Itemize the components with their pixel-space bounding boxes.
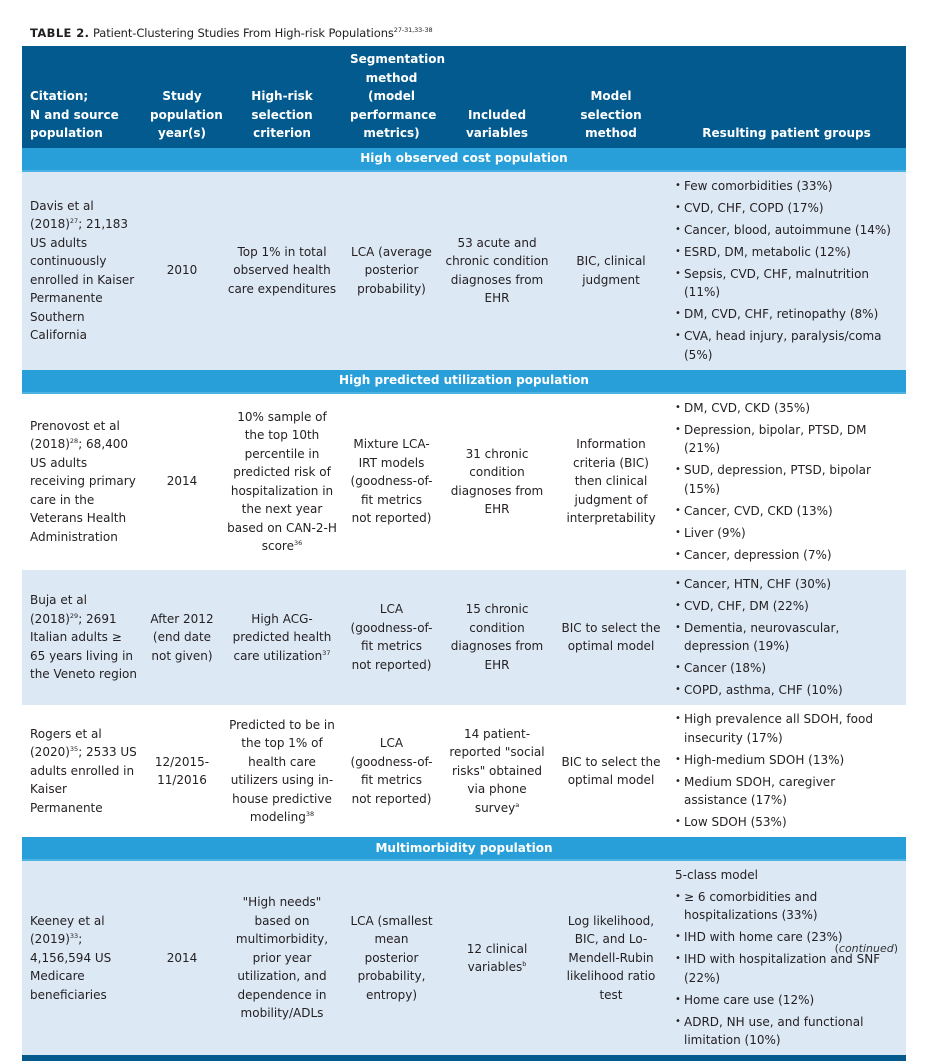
patient-group-item (675, 524, 900, 543)
study-years: 2014 (167, 951, 198, 965)
section-title: High observed cost population (22, 148, 906, 171)
section-title: Multimorbidity population (22, 837, 906, 860)
bullet-icon: • (675, 461, 681, 480)
patient-group-text: High prevalence all SDOH, food insecurity (17%) (684, 712, 873, 745)
patient-group-item (675, 305, 900, 324)
citation-author: Prenovost et al (2018) (30, 419, 120, 452)
bullet-icon: • (675, 888, 681, 907)
patient-group-text: Cancer, depression (7%) (684, 548, 832, 562)
patient-group-item (675, 888, 900, 925)
table-header-row (22, 46, 906, 148)
selection-criterion-cell (220, 570, 344, 706)
included-variables-cell (439, 171, 555, 370)
bullet-icon: • (675, 1013, 681, 1032)
model-selection-method: BIC to select the optimal model (562, 755, 661, 788)
citation-ref: 33 (70, 932, 78, 940)
patient-group-item (675, 243, 900, 262)
header-citation-line3: population (30, 124, 138, 143)
citation-cell (22, 171, 144, 370)
bullet-icon: • (675, 681, 681, 700)
citation-population: ; 4,156,594 US Medicare beneficiaries (30, 932, 111, 1002)
table-bottom-rule-cell (22, 1055, 906, 1061)
variables-ref: a (515, 801, 519, 809)
table-row (22, 393, 906, 570)
model-selection-cell (555, 570, 667, 706)
bullet-icon: • (675, 399, 681, 418)
citation-population: ; 21,183 US adults continuously enrolled in Kaiser Permanente Southern California (30, 217, 134, 342)
patient-group-item (675, 710, 900, 747)
section-header-row (22, 148, 906, 171)
model-selection-method: Information criteria (BIC) then clinical judgment of interpretability (566, 437, 655, 525)
bullet-icon: • (675, 546, 681, 565)
patient-group-list (675, 575, 900, 700)
patient-group-item (675, 1013, 900, 1050)
patient-group-text: SUD, depression, PTSD, bipolar (15%) (684, 463, 871, 496)
citation-cell (22, 860, 144, 1055)
study-years-cell (144, 171, 220, 370)
citation-population: ; 2533 US adults enrolled in Kaiser Permanente (30, 745, 137, 815)
bullet-icon: • (675, 502, 681, 521)
patient-group-text: ≥ 6 comorbidities and hospitalizations (33%) (684, 890, 818, 923)
bullet-icon: • (675, 199, 681, 218)
patient-group-item (675, 546, 900, 565)
patient-group-item (675, 659, 900, 678)
patient-group-item (675, 421, 900, 458)
bullet-icon: • (675, 243, 681, 262)
segmentation-method: LCA (goodness-of-fit metrics not reported) (351, 736, 433, 806)
bullet-icon: • (675, 991, 681, 1010)
citation-cell (22, 393, 144, 570)
continued-note: (continued) (835, 942, 898, 955)
bullet-icon: • (675, 524, 681, 543)
patient-group-item (675, 502, 900, 521)
bullet-icon: • (675, 813, 681, 832)
patient-group-text: CVD, CHF, DM (22%) (684, 599, 809, 613)
bullet-icon: • (675, 327, 681, 346)
bullet-icon: • (675, 773, 681, 792)
patient-group-text: Few comorbidities (33%) (684, 179, 833, 193)
patient-group-text: DM, CVD, CHF, retinopathy (8%) (684, 307, 878, 321)
header-citation-line2: N and source (30, 106, 138, 125)
patient-group-item (675, 265, 900, 302)
patient-group-text: Depression, bipolar, PTSD, DM (21%) (684, 423, 867, 456)
segmentation-method-cell (344, 860, 439, 1055)
patient-groups-cell (667, 570, 906, 706)
included-variables: 12 clinical variables (467, 942, 528, 975)
patient-group-item (675, 773, 900, 810)
patient-group-text: DM, CVD, CKD (35%) (684, 401, 810, 415)
criterion-ref: 36 (294, 539, 302, 547)
patient-group-text: Dementia, neurovascular, depression (19%) (684, 621, 839, 654)
selection-criterion-cell (220, 171, 344, 370)
study-years-cell (144, 705, 220, 837)
model-selection-method: BIC, clinical judgment (576, 254, 645, 287)
patient-group-text: ADRD, NH use, and functional limitation (10%) (684, 1015, 863, 1048)
header-selection-criterion: High-risk selection criterion (220, 46, 344, 148)
patient-group-item (675, 221, 900, 240)
segmentation-method-cell (344, 393, 439, 570)
header-citation-line1: Citation; (30, 87, 138, 106)
included-variables: 53 acute and chronic condition diagnoses from EHR (445, 236, 548, 306)
header-citation (22, 46, 144, 148)
groups-intro: 5-class model (675, 866, 900, 885)
patient-group-item (675, 575, 900, 594)
bullet-icon: • (675, 421, 681, 440)
bullet-icon: • (675, 305, 681, 324)
bullet-icon: • (675, 221, 681, 240)
citation-ref: 29 (70, 612, 78, 620)
patient-group-item (675, 199, 900, 218)
table-row (22, 171, 906, 370)
model-selection-method: Log likelihood, BIC, and Lo-Mendell-Rubin likelihood ratio test (567, 914, 656, 1002)
included-variables: 14 patient-reported "social risks" obtained via phone survey (449, 727, 544, 815)
header-patient-groups: Resulting patient groups (667, 46, 906, 148)
patient-group-text: Sepsis, CVD, CHF, malnutrition (11%) (684, 267, 869, 300)
citation-population: ; 2691 Italian adults ≥ 65 years living in the Veneto region (30, 612, 137, 682)
patient-group-item (675, 751, 900, 770)
continued-label: continued (839, 942, 894, 955)
bullet-icon: • (675, 619, 681, 638)
study-years: 2014 (167, 474, 198, 488)
citation-ref: 35 (70, 745, 78, 753)
included-variables: 31 chronic condition diagnoses from EHR (451, 447, 544, 517)
table-label: TABLE 2. (30, 26, 89, 40)
bullet-icon: • (675, 597, 681, 616)
selection-criterion-cell (220, 393, 344, 570)
patient-group-item (675, 681, 900, 700)
criterion-ref: 37 (322, 649, 330, 657)
patient-groups-cell (667, 393, 906, 570)
section-header-row (22, 370, 906, 393)
table-bottom-rule (22, 1055, 906, 1061)
included-variables-cell (439, 570, 555, 706)
patient-group-text: Cancer (18%) (684, 661, 766, 675)
study-years: After 2012 (end date not given) (150, 612, 213, 663)
study-years-cell (144, 570, 220, 706)
selection-criterion: "High needs" based on multimorbidity, prior year utilization, and dependence in mobility/ADLs (236, 895, 328, 1020)
patient-group-item (675, 597, 900, 616)
patient-group-item (675, 813, 900, 832)
header-included-variables: Included variables (439, 46, 555, 148)
table-row (22, 570, 906, 706)
bullet-icon: • (675, 751, 681, 770)
patient-group-text: Low SDOH (53%) (684, 815, 787, 829)
patient-group-text: IHD with hospitalization and SNF (22%) (684, 952, 880, 985)
segmentation-method-cell (344, 705, 439, 837)
patient-groups-cell (667, 171, 906, 370)
bullet-icon: • (675, 575, 681, 594)
citation-population: ; 68,400 US adults receiving primary care in the Veterans Health Administration (30, 437, 136, 544)
segmentation-method: Mixture LCA-IRT models (goodness-of-fit metrics not reported) (351, 437, 433, 525)
patient-group-text: Home care use (12%) (684, 993, 814, 1007)
citation-author: Rogers et al (2020) (30, 727, 102, 760)
included-variables-cell (439, 705, 555, 837)
patient-group-text: COPD, asthma, CHF (10%) (684, 683, 843, 697)
patient-group-text: IHD with home care (23%) (684, 930, 843, 944)
patient-group-text: Medium SDOH, caregiver assistance (17%) (684, 775, 835, 808)
variables-ref: b (522, 960, 526, 968)
patient-group-item (675, 950, 900, 987)
segmentation-method-cell (344, 570, 439, 706)
citation-author: Davis et al (2018) (30, 199, 94, 232)
included-variables: 15 chronic condition diagnoses from EHR (451, 602, 544, 672)
citation-ref: 27 (70, 217, 78, 225)
segmentation-method: LCA (smallest mean posterior probability, entropy) (350, 914, 432, 1002)
study-years: 2010 (167, 263, 198, 277)
patient-group-list (675, 399, 900, 565)
segmentation-method-cell (344, 171, 439, 370)
citation-author: Keeney et al (2019) (30, 914, 105, 947)
included-variables-cell (439, 393, 555, 570)
citation-cell (22, 570, 144, 706)
criterion-ref: 38 (306, 810, 314, 818)
section-title: High predicted utilization population (22, 370, 906, 393)
patient-group-text: Cancer, CVD, CKD (13%) (684, 504, 833, 518)
selection-criterion-cell (220, 860, 344, 1055)
patient-group-text: Cancer, blood, autoimmune (14%) (684, 223, 891, 237)
patient-group-list (675, 710, 900, 832)
model-selection-cell (555, 705, 667, 837)
bullet-icon: • (675, 928, 681, 947)
section-header-row (22, 837, 906, 860)
citation-author: Buja et al (2018) (30, 593, 87, 626)
patient-group-list (675, 888, 900, 1050)
patient-group-text: CVA, head injury, paralysis/coma (5%) (684, 329, 882, 362)
bullet-icon: • (675, 265, 681, 284)
table-row (22, 705, 906, 837)
patient-group-text: High-medium SDOH (13%) (684, 753, 844, 767)
patient-group-item (675, 177, 900, 196)
citation-ref: 28 (70, 437, 78, 445)
table-body (22, 148, 906, 1061)
table-title: Patient-Clustering Studies From High-risk Populations (93, 26, 394, 40)
patient-group-item (675, 399, 900, 418)
model-selection-cell (555, 393, 667, 570)
patient-group-text: CVD, CHF, COPD (17%) (684, 201, 824, 215)
patient-group-text: ESRD, DM, metabolic (12%) (684, 245, 851, 259)
selection-criterion-cell (220, 705, 344, 837)
bullet-icon: • (675, 710, 681, 729)
patient-group-item (675, 461, 900, 498)
bullet-icon: • (675, 659, 681, 678)
model-selection-cell (555, 860, 667, 1055)
patient-group-text: Liver (9%) (684, 526, 746, 540)
patient-groups-cell (667, 860, 906, 1055)
study-years-cell (144, 393, 220, 570)
patient-group-item (675, 327, 900, 364)
header-study-years: Study population year(s) (144, 46, 220, 148)
patient-clustering-table (22, 46, 906, 1061)
bullet-icon: • (675, 950, 681, 969)
selection-criterion: Top 1% in total observed health care expenditures (228, 245, 336, 296)
table-title-refs: 27-31,33-38 (394, 26, 433, 34)
study-years: 12/2015-11/2016 (155, 755, 209, 788)
patient-group-text: Cancer, HTN, CHF (30%) (684, 577, 831, 591)
patient-group-item (675, 619, 900, 656)
patient-groups-cell (667, 705, 906, 837)
selection-criterion: Predicted to be in the top 1% of health care utilizers using in-house predictive modeling (229, 718, 335, 825)
study-years-cell (144, 860, 220, 1055)
segmentation-method: LCA (goodness-of-fit metrics not reported) (351, 602, 433, 672)
citation-cell (22, 705, 144, 837)
selection-criterion: High ACG-predicted health care utilization (233, 612, 332, 663)
segmentation-method: LCA (average posterior probability) (351, 245, 432, 296)
patient-group-list (675, 177, 900, 365)
model-selection-method: BIC to select the optimal model (562, 621, 661, 654)
table-caption (30, 26, 433, 40)
table-row (22, 860, 906, 1055)
included-variables-cell (439, 860, 555, 1055)
header-model-selection: Model selection method (555, 46, 667, 148)
header-segmentation-method: Segmentation method (model performance metrics) (344, 46, 439, 148)
model-selection-cell (555, 171, 667, 370)
selection-criterion: 10% sample of the top 10th percentile in predicted risk of hospitalization in the next year based on CAN-2-H score (227, 410, 337, 554)
bullet-icon: • (675, 177, 681, 196)
